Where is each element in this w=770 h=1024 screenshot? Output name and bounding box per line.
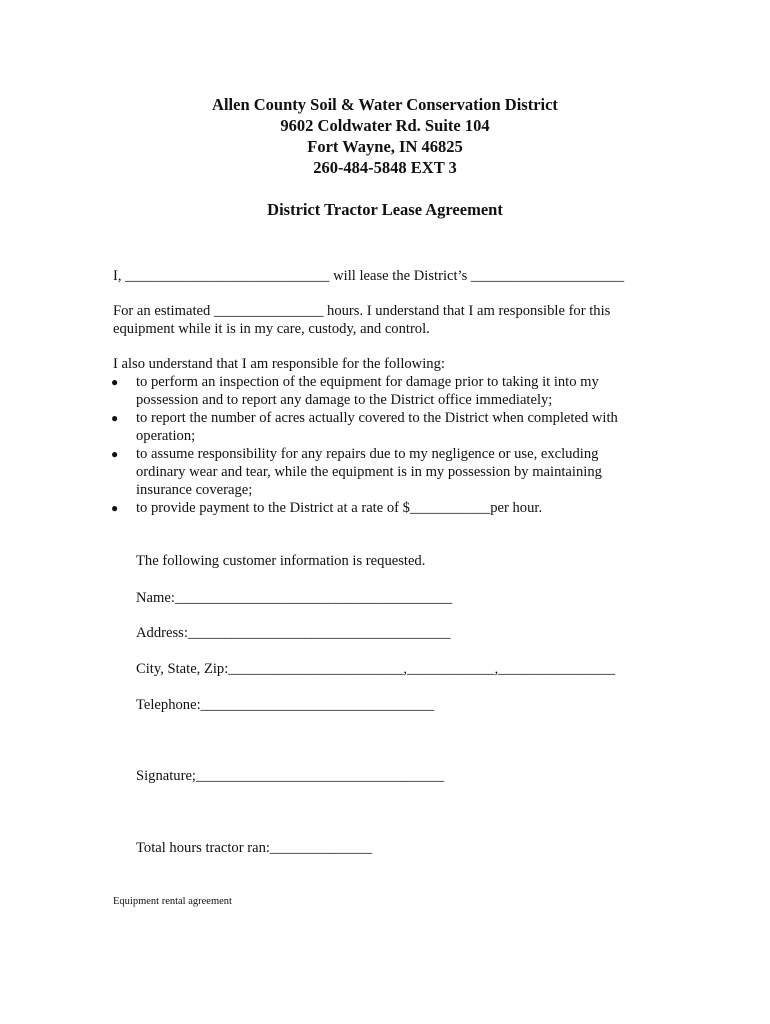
bullet-1-line-2: possession and to report any damage to the District office immediately;: [136, 392, 553, 408]
org-address: 9602 Coldwater Rd. Suite 104: [280, 116, 490, 135]
document-title: District Tractor Lease Agreement: [267, 200, 503, 219]
bullet-4-line-1: to provide payment to the District at a rate of $___________per hour.: [136, 500, 543, 516]
bullet-icon: ●: [111, 411, 119, 425]
bullet-3-line-3: insurance coverage;: [136, 482, 253, 498]
bullet-3-line-1: to assume responsibility for any repairs due to my negligence or use, excluding: [136, 446, 599, 462]
bullet-2-line-1: to report the number of acres actually covered to the District when completed with: [136, 410, 618, 426]
address-field[interactable]: Address:____________________________________: [136, 625, 451, 641]
telephone-field[interactable]: Telephone:________________________________: [136, 697, 435, 713]
lease-line: I, ____________________________ will lease the District’s _____________________: [113, 268, 625, 284]
bullet-1-line-1: to perform an inspection of the equipment for damage prior to taking it into my: [136, 374, 599, 390]
bullet-icon: ●: [111, 375, 119, 389]
city-state-zip-field[interactable]: City, State, Zip:________________________,____________,________________: [136, 661, 616, 677]
hours-line-2: equipment while it is in my care, custody, and control.: [113, 321, 430, 337]
footer-note: Equipment rental agreement: [113, 896, 232, 907]
name-field[interactable]: Name:______________________________________: [136, 590, 453, 606]
bullet-icon: ●: [111, 447, 119, 461]
responsibility-intro: I also understand that I am responsible for the following:: [113, 356, 445, 372]
org-name: Allen County Soil & Water Conservation District: [212, 95, 558, 114]
signature-field[interactable]: Signature;__________________________________: [136, 768, 445, 784]
bullet-icon: ●: [111, 501, 119, 515]
org-city: Fort Wayne, IN 46825: [307, 137, 463, 156]
hours-line-1: For an estimated _______________ hours. I understand that I am responsible for this: [113, 303, 611, 319]
bullet-3-line-2: ordinary wear and tear, while the equipment is in my possession by maintaining: [136, 464, 602, 480]
customer-info-intro: The following customer information is requested.: [136, 553, 426, 569]
bullet-2-line-2: operation;: [136, 428, 196, 444]
letterhead: [0, 94, 770, 178]
total-hours-field[interactable]: Total hours tractor ran:______________: [136, 840, 373, 856]
org-phone: 260-484-5848 EXT 3: [313, 158, 457, 177]
